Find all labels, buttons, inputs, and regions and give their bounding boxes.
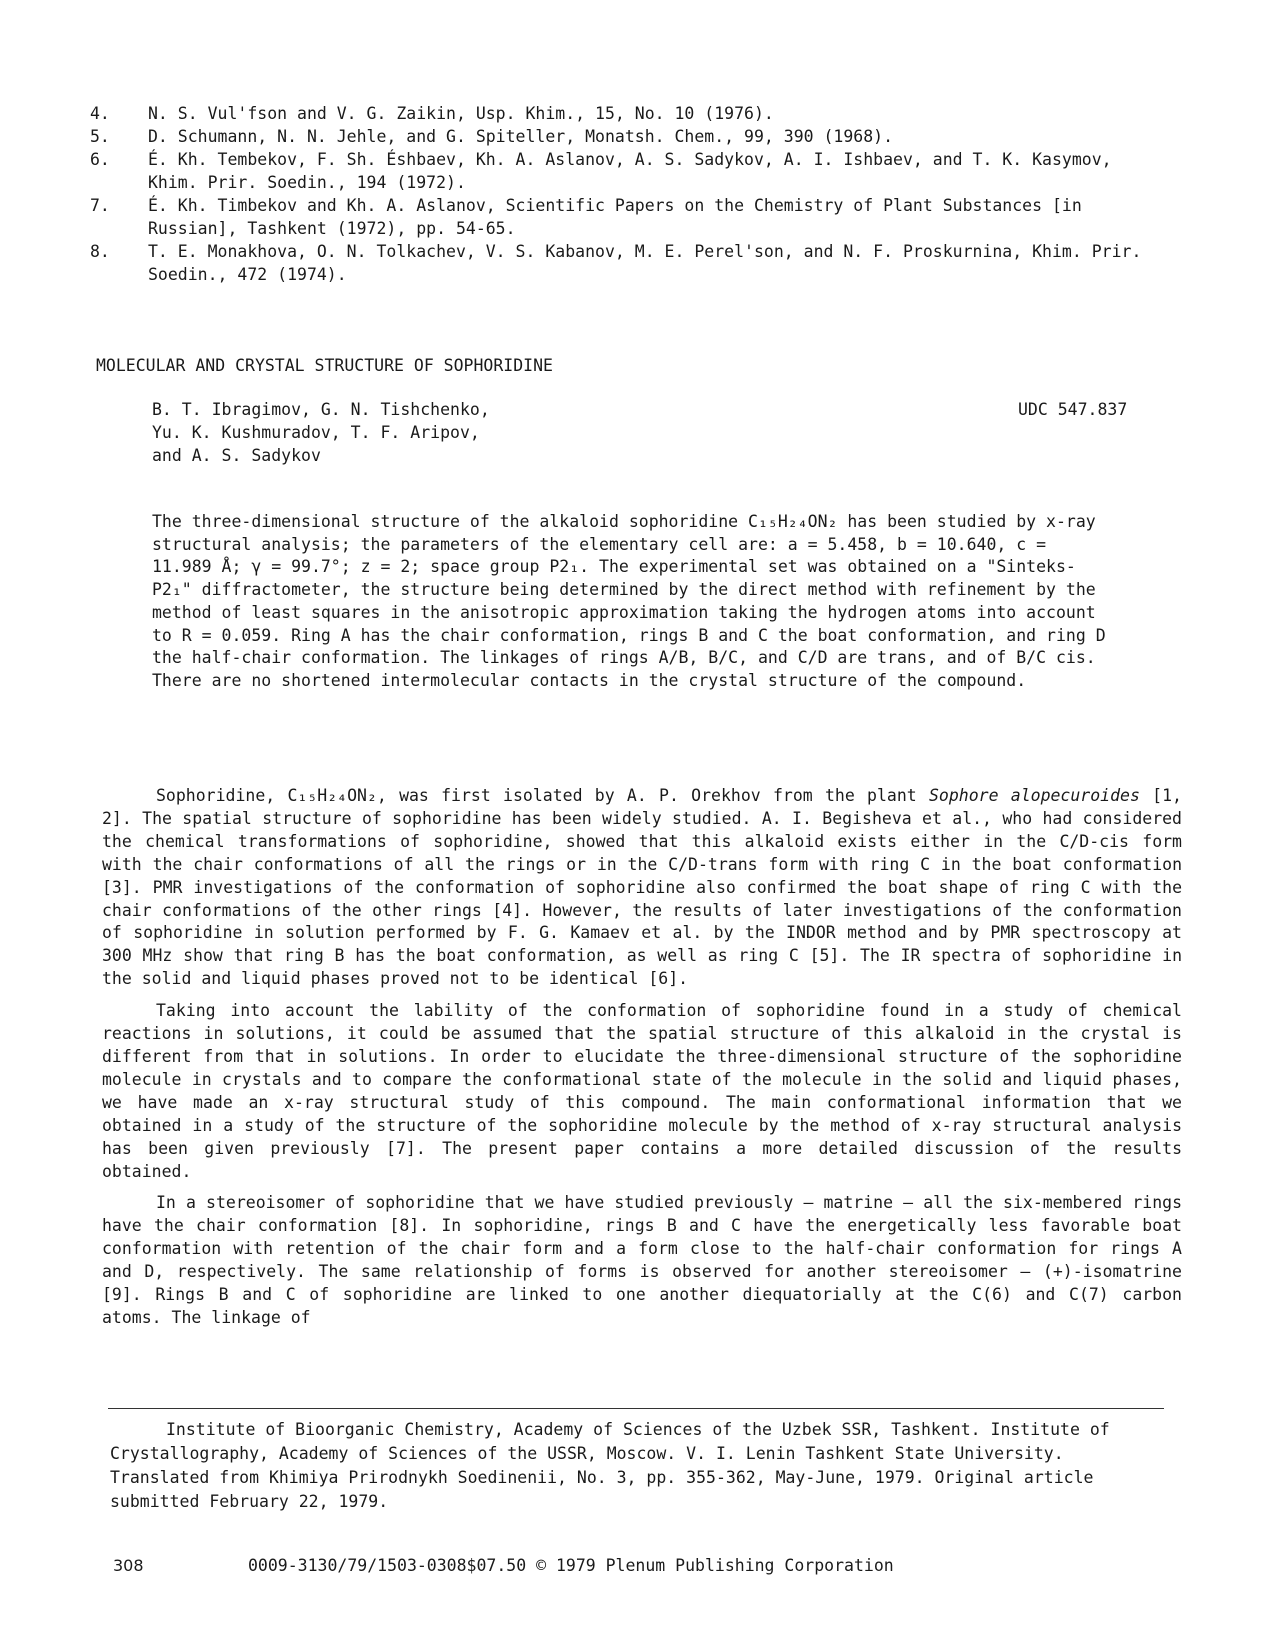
author-line: B. T. Ibragimov, G. N. Tishchenko,	[152, 400, 490, 419]
reference-list	[90, 102, 1150, 286]
page-footer	[113, 1556, 894, 1575]
reference-number: 4.	[90, 104, 110, 123]
reference-number: 5.	[90, 127, 110, 146]
page-number: 308	[113, 1556, 144, 1575]
footnote-divider	[108, 1408, 1164, 1409]
reference-item	[90, 194, 1150, 240]
body-text: Sophoridine, C₁₅H₂₄ON₂, was first isolated by A. P. Orekhov from the plant	[156, 786, 929, 805]
reference-text: T. E. Monakhova, O. N. Tolkachev, V. S. Kabanov, M. E. Perel'son, and N. F. Proskurnina, Khim. Prir. Soedin., 472 (1974).	[148, 242, 1142, 284]
reference-text: N. S. Vul'fson and V. G. Zaikin, Usp. Khim., 15, No. 10 (1976).	[148, 104, 774, 123]
body-paragraph: In a stereoisomer of sophoridine that we have studied previously — matrine — all the six-membered rings have the chair conformation [8]. In sophoridine, rings B and C have the energetically less favorable boat conformation with retention of the chair form and a form close to the half-chair conformation for rings A and D, respectively. The same relationship of forms is observed for another stereoisomer — (+)-isomatrine [9]. Rings B and C of sophoridine are linked to one another diequatorially at the C(6) and C(7) carbon atoms. The linkage of	[102, 1193, 1182, 1327]
reference-item	[90, 240, 1150, 286]
author-line: and A. S. Sadykov	[152, 446, 321, 465]
body-paragraph	[102, 785, 1182, 991]
article-body	[102, 785, 1182, 1339]
body-paragraph: Taking into account the lability of the conformation of sophoridine found in a study of chemical reactions in solutions, it could be assumed that the spatial structure of this alkaloid in the crystal is different from that in solutions. In order to elucidate the three-dimensional structure of the sophoridine molecule in crystals and to compare the conformational state of the molecule in the solid and liquid phases, we have made an x-ray structural study of this compound. The main conformational information that we obtained in a study of the structure of the sophoridine molecule by the method of x-ray structural analysis has been given previously [7]. The present paper contains a more detailed discussion of the results obtained.	[102, 1001, 1182, 1181]
article-title: MOLECULAR AND CRYSTAL STRUCTURE OF SOPHORIDINE	[96, 356, 553, 375]
reference-text: É. Kh. Timbekov and Kh. A. Aslanov, Scientific Papers on the Chemistry of Plant Substances [in Russian], Tashkent (1972), pp. 54-65.	[148, 196, 1082, 238]
reference-number: 6.	[90, 150, 110, 169]
body-text: [1, 2]. The spatial structure of sophoridine has been widely studied. A. I. Begisheva et al., who had considered the chemical transformations of sophoridine, showed that this alkaloid exists either in the C/D-cis form with the chair conformations of all the rings or in the C/D-trans form with ring C in the boat conformation [3]. PMR investigations of the conformation of sophoridine also confirmed the boat shape of ring C with the chair conformations of the other rings [4]. However, the results of later investigations of the conformation of sophoridine in solution performed by F. G. Kamaev et al. by the INDOR method and by PMR spectroscopy at 300 MHz show that ring B has the boat conformation, as well as ring C [5]. The IR spectra of sophoridine in the solid and liquid phases proved not to be identical [6].	[102, 786, 1182, 989]
udc-code: UDC 547.837	[1018, 400, 1128, 419]
abstract-text: The three-dimensional structure of the alkaloid sophoridine C₁₅H₂₄ON₂ has been studied by x-ray structural analysis; the parameters of the elementary cell are: a = 5.458, b = 10.640, c = 11.989 Å; γ = 99.7°; z = 2; space group P2₁. The experimental set was obtained on a "Sinteks-P2₁" diffractometer, the structure being determined by the direct method with refinement by the method of least squares in the anisotropic approximation taking the hydrogen atoms into account to R = 0.059. Ring A has the chair conformation, rings B and C the boat conformation, and ring D the half-chair conformation. The linkages of rings A/B, B/C, and C/D are trans, and of B/C cis. There are no shortened intermolecular contacts in the crystal structure of the compound.	[152, 512, 1106, 690]
reference-text: D. Schumann, N. N. Jehle, and G. Spiteller, Monatsh. Chem., 99, 390 (1968).	[148, 127, 894, 146]
reference-item	[90, 148, 1150, 194]
author-line: Yu. K. Kushmuradov, T. F. Aripov,	[152, 423, 480, 442]
affiliation-footnote	[110, 1418, 1170, 1514]
reference-text: É. Kh. Tembekov, F. Sh. Éshbaev, Kh. A. Aslanov, A. S. Sadykov, A. I. Ishbaev, and T. K. Kasymov, Khim. Prir. Soedin., 194 (1972).	[148, 150, 1112, 192]
reference-item	[90, 125, 1150, 148]
publisher-line: 0009-3130/79/1503-0308$07.50 © 1979 Plenum Publishing Corporation	[248, 1556, 894, 1575]
reference-item	[90, 102, 1150, 125]
reference-number: 7.	[90, 196, 110, 215]
footnote-text: Institute of Bioorganic Chemistry, Academy of Sciences of the Uzbek SSR, Tashkent. Institute of Crystallography, Academy of Sciences of the USSR, Moscow. V. I. Lenin Tashkent State University. Translated from Khimiya Prirodnykh Soedinenii, No. 3, pp. 355-362, May-June, 1979. Original article submitted February 22, 1979.	[110, 1420, 1110, 1511]
author-list	[152, 398, 490, 467]
abstract	[152, 511, 1107, 693]
reference-number: 8.	[90, 242, 110, 261]
species-name: Sophore alopecuroides	[928, 786, 1140, 805]
